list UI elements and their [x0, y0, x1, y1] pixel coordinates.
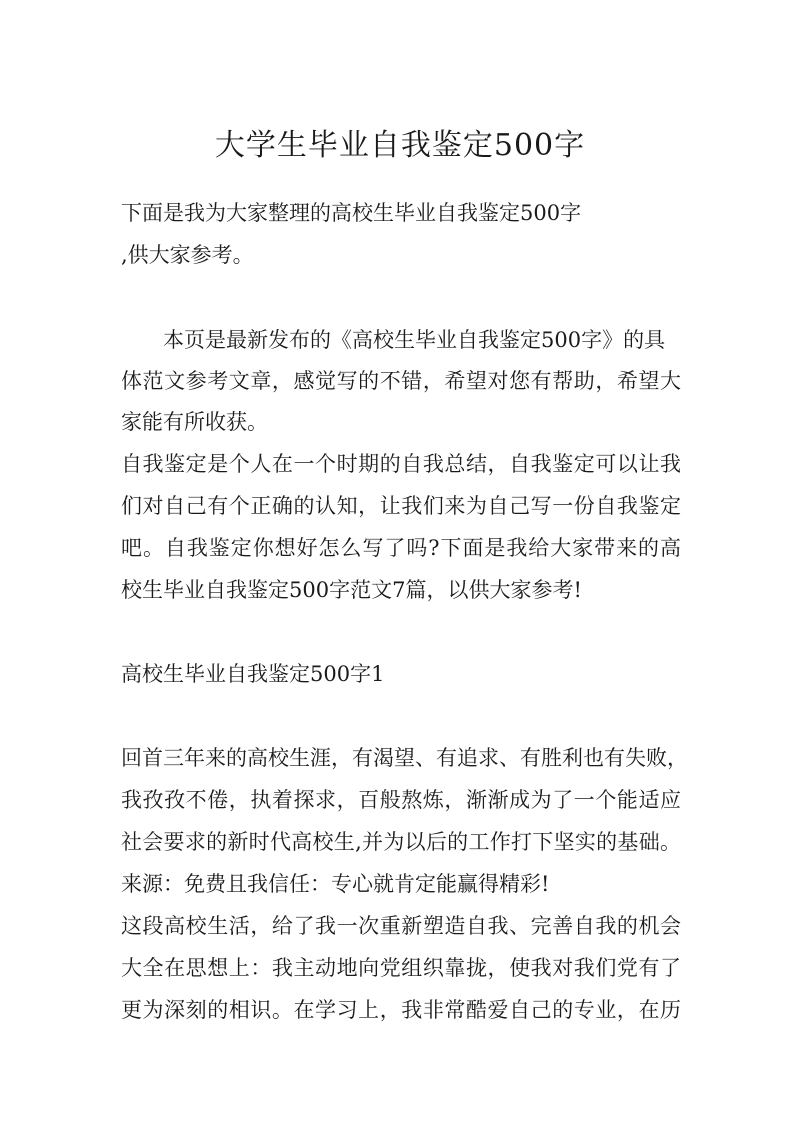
para3-line-1: 回首三年来的高校生涯，有渴望、有追求、有胜利也有失败，: [121, 746, 688, 770]
para3-line-6: 大全在思想上：我主动地向党组织靠拢，使我对我们党有了: [121, 956, 681, 980]
para1-line-3: 家能有所收获。: [121, 410, 268, 434]
para2-line-1: 自我鉴定是个人在一个时期的自我总结，自我鉴定可以让我: [121, 452, 681, 476]
document-title: 大学生毕业自我鉴定500字: [214, 128, 586, 163]
para3-line-7: 更为深刻的相识。在学习上，我非常酷爱自己的专业，在历: [121, 998, 681, 1022]
para2-line-4: 校生毕业自我鉴定500字范文7篇，以供大家参考!: [121, 578, 582, 602]
para1-line-1: 本页是最新发布的《高校生毕业自我鉴定500字》的具: [163, 328, 666, 352]
para3-line-4: 来源：免费且我信任：专心就肯定能赢得精彩!: [121, 872, 550, 896]
section-heading: 高校生毕业自我鉴定500字1: [121, 662, 385, 686]
para2-line-3: 吧。自我鉴定你想好怎么写了吗?下面是我给大家带来的高: [121, 536, 681, 560]
intro-line-1: 下面是我为大家整理的高校生毕业自我鉴定500字: [121, 201, 582, 225]
para3-line-3: 社会要求的新时代高校生,并为以后的工作打下坚实的基础。: [121, 830, 681, 854]
intro-line-2: ,供大家参考。: [121, 243, 254, 267]
para3-line-2: 我孜孜不倦，执着探求，百般熬炼，渐渐成为了一个能适应: [121, 788, 681, 812]
para3-line-5: 这段高校生活，给了我一次重新塑造自我、完善自我的机会: [121, 914, 681, 938]
para1-line-2: 体范文参考文章，感觉写的不错，希望对您有帮助，希望大: [121, 369, 681, 393]
para2-line-2: 们对自己有个正确的认知，让我们来为自己写一份自我鉴定: [121, 494, 681, 518]
